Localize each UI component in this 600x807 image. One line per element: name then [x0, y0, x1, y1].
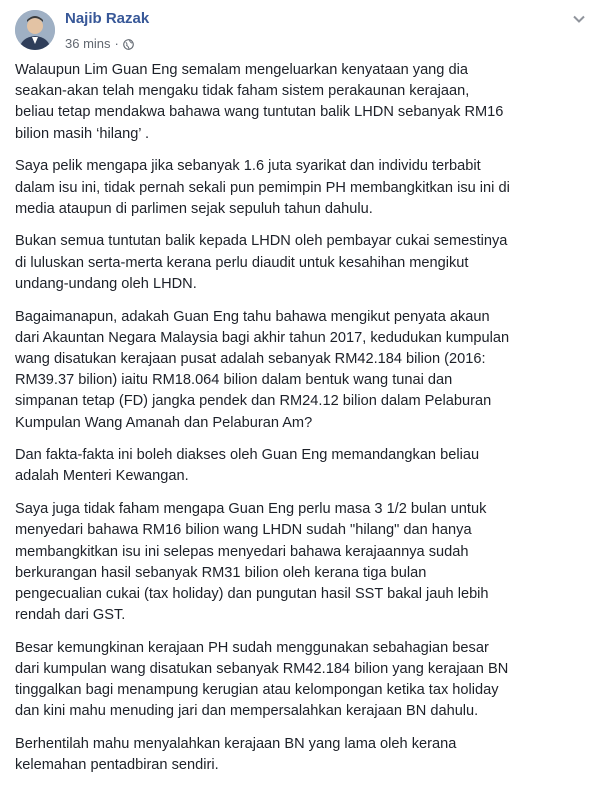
post-paragraph: Bukan semua tuntutan balik kepada LHDN oleh pembayar cukai semestinya di luluskan serta-merta kerana perlu diaudit untuk kesahihan mengikut undang-undang oleh LHDN.	[15, 233, 508, 292]
post-paragraph: Besar kemungkinan kerajaan PH sudah menggunakan sebahagian besar dari kumpulan wang disatukan sebanyak RM42.184 bilion yang kerajaan BN tinggalkan bagi menampung kerugian atau kelompongan ketika tax holiday dan kini mahu menuding jari dan mempersalahkan kerajaan BN dahulu.	[15, 639, 509, 720]
meta-separator: ·	[114, 36, 119, 51]
post-paragraph: Saya pelik mengapa jika sebanyak 1.6 juta syarikat dan individu terbabit dalam isu ini, tidak pernah sekali pun pemimpin PH membangkitkan isu ini di media ataupun di parlimen sejak sepuluh tahun dahulu.	[15, 158, 510, 217]
post-paragraph: Saya juga tidak faham mengapa Guan Eng perlu masa 3 1/2 bulan untuk menyedari bahawa RM16 bilion wang LHDN sudah "hilang" dan hanya membangkitkan isu ini selepas menyedari bahawa kerajaannya sudah berkurangan hasil sebanyak RM31 bilion oleh kerana tiga bulan pengecualian cukai (tax holiday) dan pungutan hasil SST bakal jauh lebih rendah dari GST.	[15, 501, 489, 624]
post-meta	[65, 36, 134, 51]
globe-icon	[123, 38, 134, 49]
post-paragraph: Walaupun Lim Guan Eng semalam mengeluarkan kenyataan yang dia seakan-akan telah mengaku tidak faham sistem perakaunan kerajaan, beliau tetap mendakwa bahawa wang tuntutan balik LHDN sebanyak RM16 bilion masih ‘hilang’ .	[15, 62, 504, 142]
post-paragraph: Dan fakta-fakta ini boleh diakses oleh Guan Eng memandangkan beliau adalah Menteri Kewangan.	[15, 447, 480, 485]
post-body	[15, 60, 587, 788]
post-paragraph: Bagaimanapun, adakah Guan Eng tahu bahawa mengikut penyata akaun dari Akauntan Negara Malaysia bagi akhir tahun 2017, kedudukan kumpulan wang disatukan kerajaan pusat adalah sebanyak RM42.184 bilion (2016: RM39.37 bilion) iaitu RM18.064 bilion dalam bentuk wang tunai dan simpanan tetap (FD) jangka pendek dan RM24.12 bilion dalam Pelaburan Kumpulan Wang Amanah dan Pelaburan Am?	[15, 308, 510, 431]
author-name-link[interactable]: Najib Razak	[65, 10, 150, 27]
post-timestamp[interactable]: 36 mins	[65, 36, 111, 51]
post-header	[0, 0, 600, 62]
post-paragraph: Berhentilah mahu menyalahkan kerajaan BN yang lama oleh kerana kelemahan pentadbiran sendiri.	[15, 736, 457, 774]
avatar[interactable]	[15, 10, 55, 50]
chevron-down-icon[interactable]	[572, 12, 586, 26]
